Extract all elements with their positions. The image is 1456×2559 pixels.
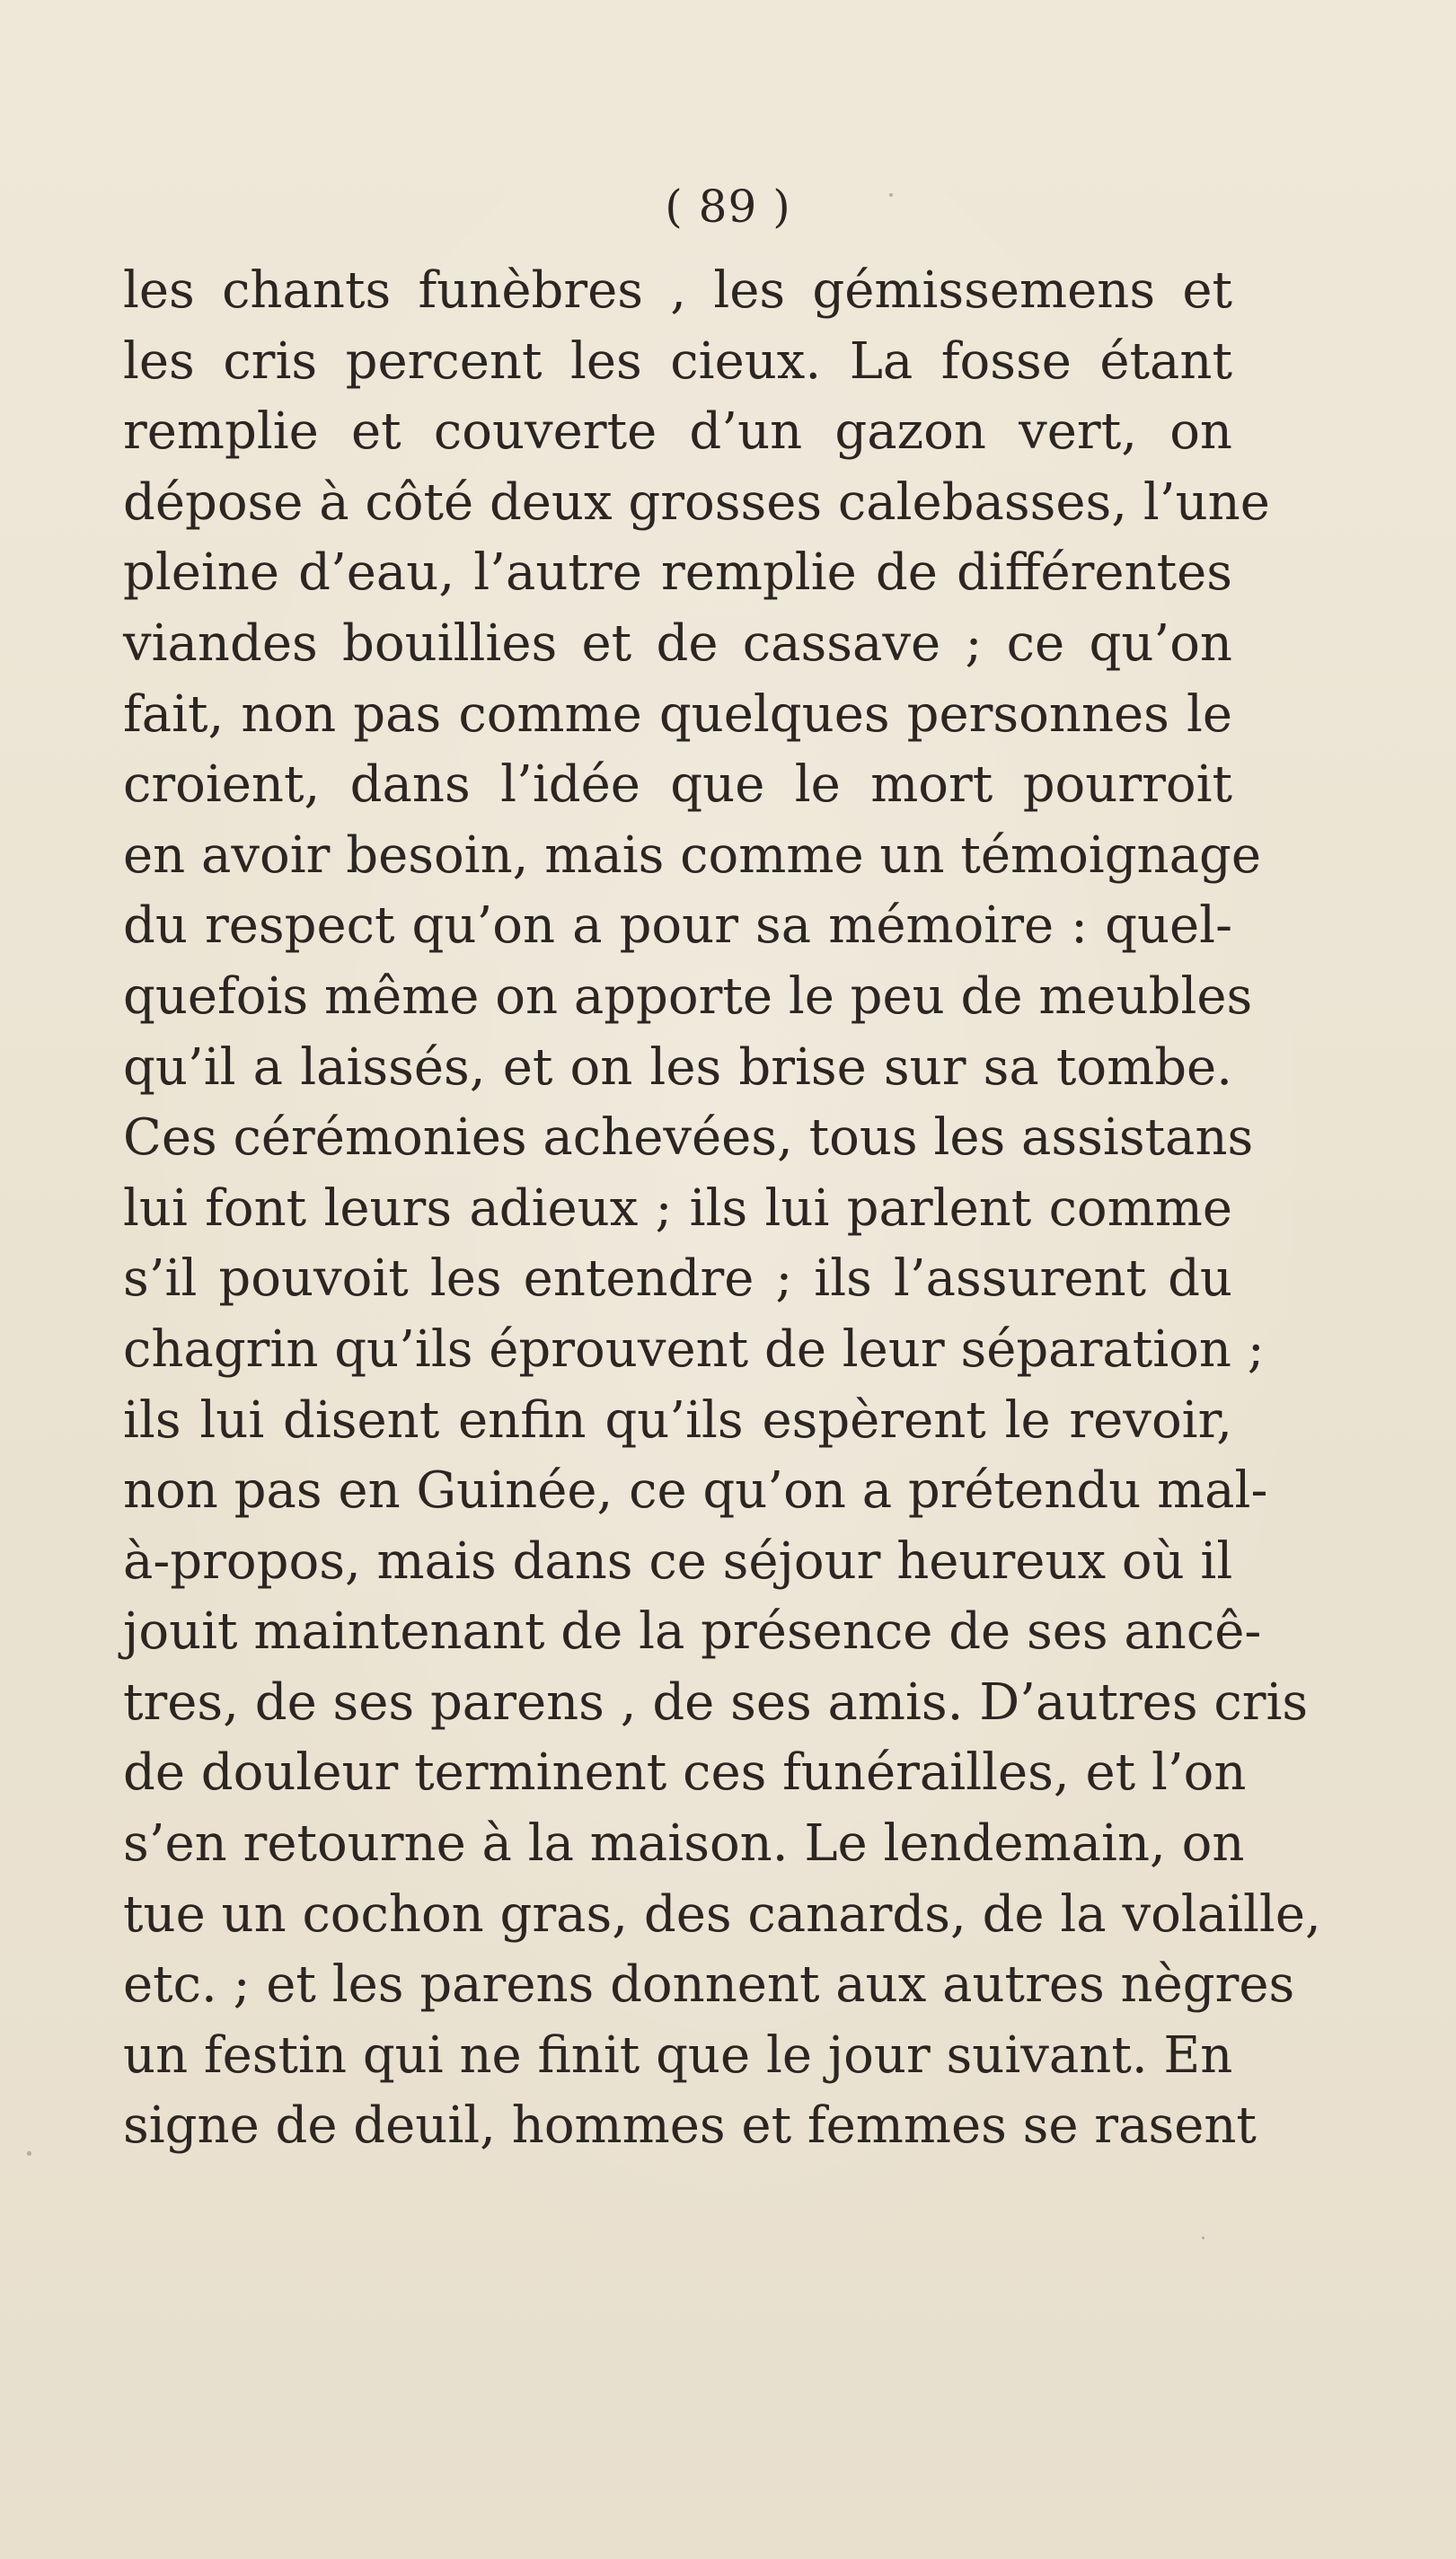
text-line: les cris percent les cieux. La fosse étant xyxy=(123,331,1232,391)
page-number: ( 89 ) xyxy=(665,181,791,233)
text-line: de douleur terminent ces funérailles, et l’on xyxy=(123,1743,1247,1803)
text-line: viandes bouillies et de cassave ; ce qu’on xyxy=(123,613,1232,673)
paper-speck xyxy=(27,2151,31,2156)
text-line: jouit maintenant de la présence de ses ancê- xyxy=(123,1602,1262,1662)
text-line: pleine d’eau, l’autre remplie de différentes xyxy=(123,543,1232,603)
text-line: etc. ; et les parens donnent aux autres nègres xyxy=(123,1955,1295,2015)
text-line: tue un cochon gras, des canards, de la volaille, xyxy=(123,1884,1321,1944)
text-line: du respect qu’on a pour sa mémoire : quel- xyxy=(123,896,1232,956)
text-line: s’en retourne à la maison. Le lendemain, on xyxy=(123,1814,1245,1874)
text-line: s’il pouvoit les entendre ; ils l’assurent du xyxy=(123,1249,1232,1309)
paper-speck xyxy=(889,193,893,197)
text-line: chagrin qu’ils éprouvent de leur séparation ; xyxy=(123,1319,1265,1379)
text-line: ils lui disent enfin qu’ils espèrent le revoir, xyxy=(123,1390,1232,1450)
text-line: non pas en Guinée, ce qu’on a prétendu mal- xyxy=(123,1461,1268,1521)
text-line: à-propos, mais dans ce séjour heureux où il xyxy=(123,1531,1233,1591)
text-line: fait, non pas comme quelques personnes le xyxy=(123,684,1232,744)
text-line: en avoir besoin, mais comme un témoignage xyxy=(123,825,1261,885)
body-text xyxy=(123,256,1321,2162)
paper-speck xyxy=(1202,2237,1205,2239)
text-line: tres, de ses parens , de ses amis. D’autres cris xyxy=(123,1672,1309,1732)
text-line: qu’il a laissés, et on les brise sur sa tombe. xyxy=(123,1037,1232,1097)
text-line: dépose à côté deux grosses calebasses, l’une xyxy=(123,472,1270,532)
text-line: croient, dans l’idée que le mort pourroit xyxy=(123,755,1232,815)
text-line: les chants funèbres , les gémissemens et xyxy=(123,261,1232,320)
text-line: Ces cérémonies achevées, tous les assistans xyxy=(123,1108,1254,1168)
text-line: signe de deuil, hommes et femmes se rasent xyxy=(123,2096,1257,2156)
text-line: quefois même on apporte le peu de meubles xyxy=(123,966,1253,1026)
text-line: lui font leurs adieux ; ils lui parlent comme xyxy=(123,1178,1232,1238)
text-line: un festin qui ne finit que le jour suivant. En xyxy=(123,2025,1233,2085)
text-line: remplie et couverte d’un gazon vert, on xyxy=(123,402,1232,462)
